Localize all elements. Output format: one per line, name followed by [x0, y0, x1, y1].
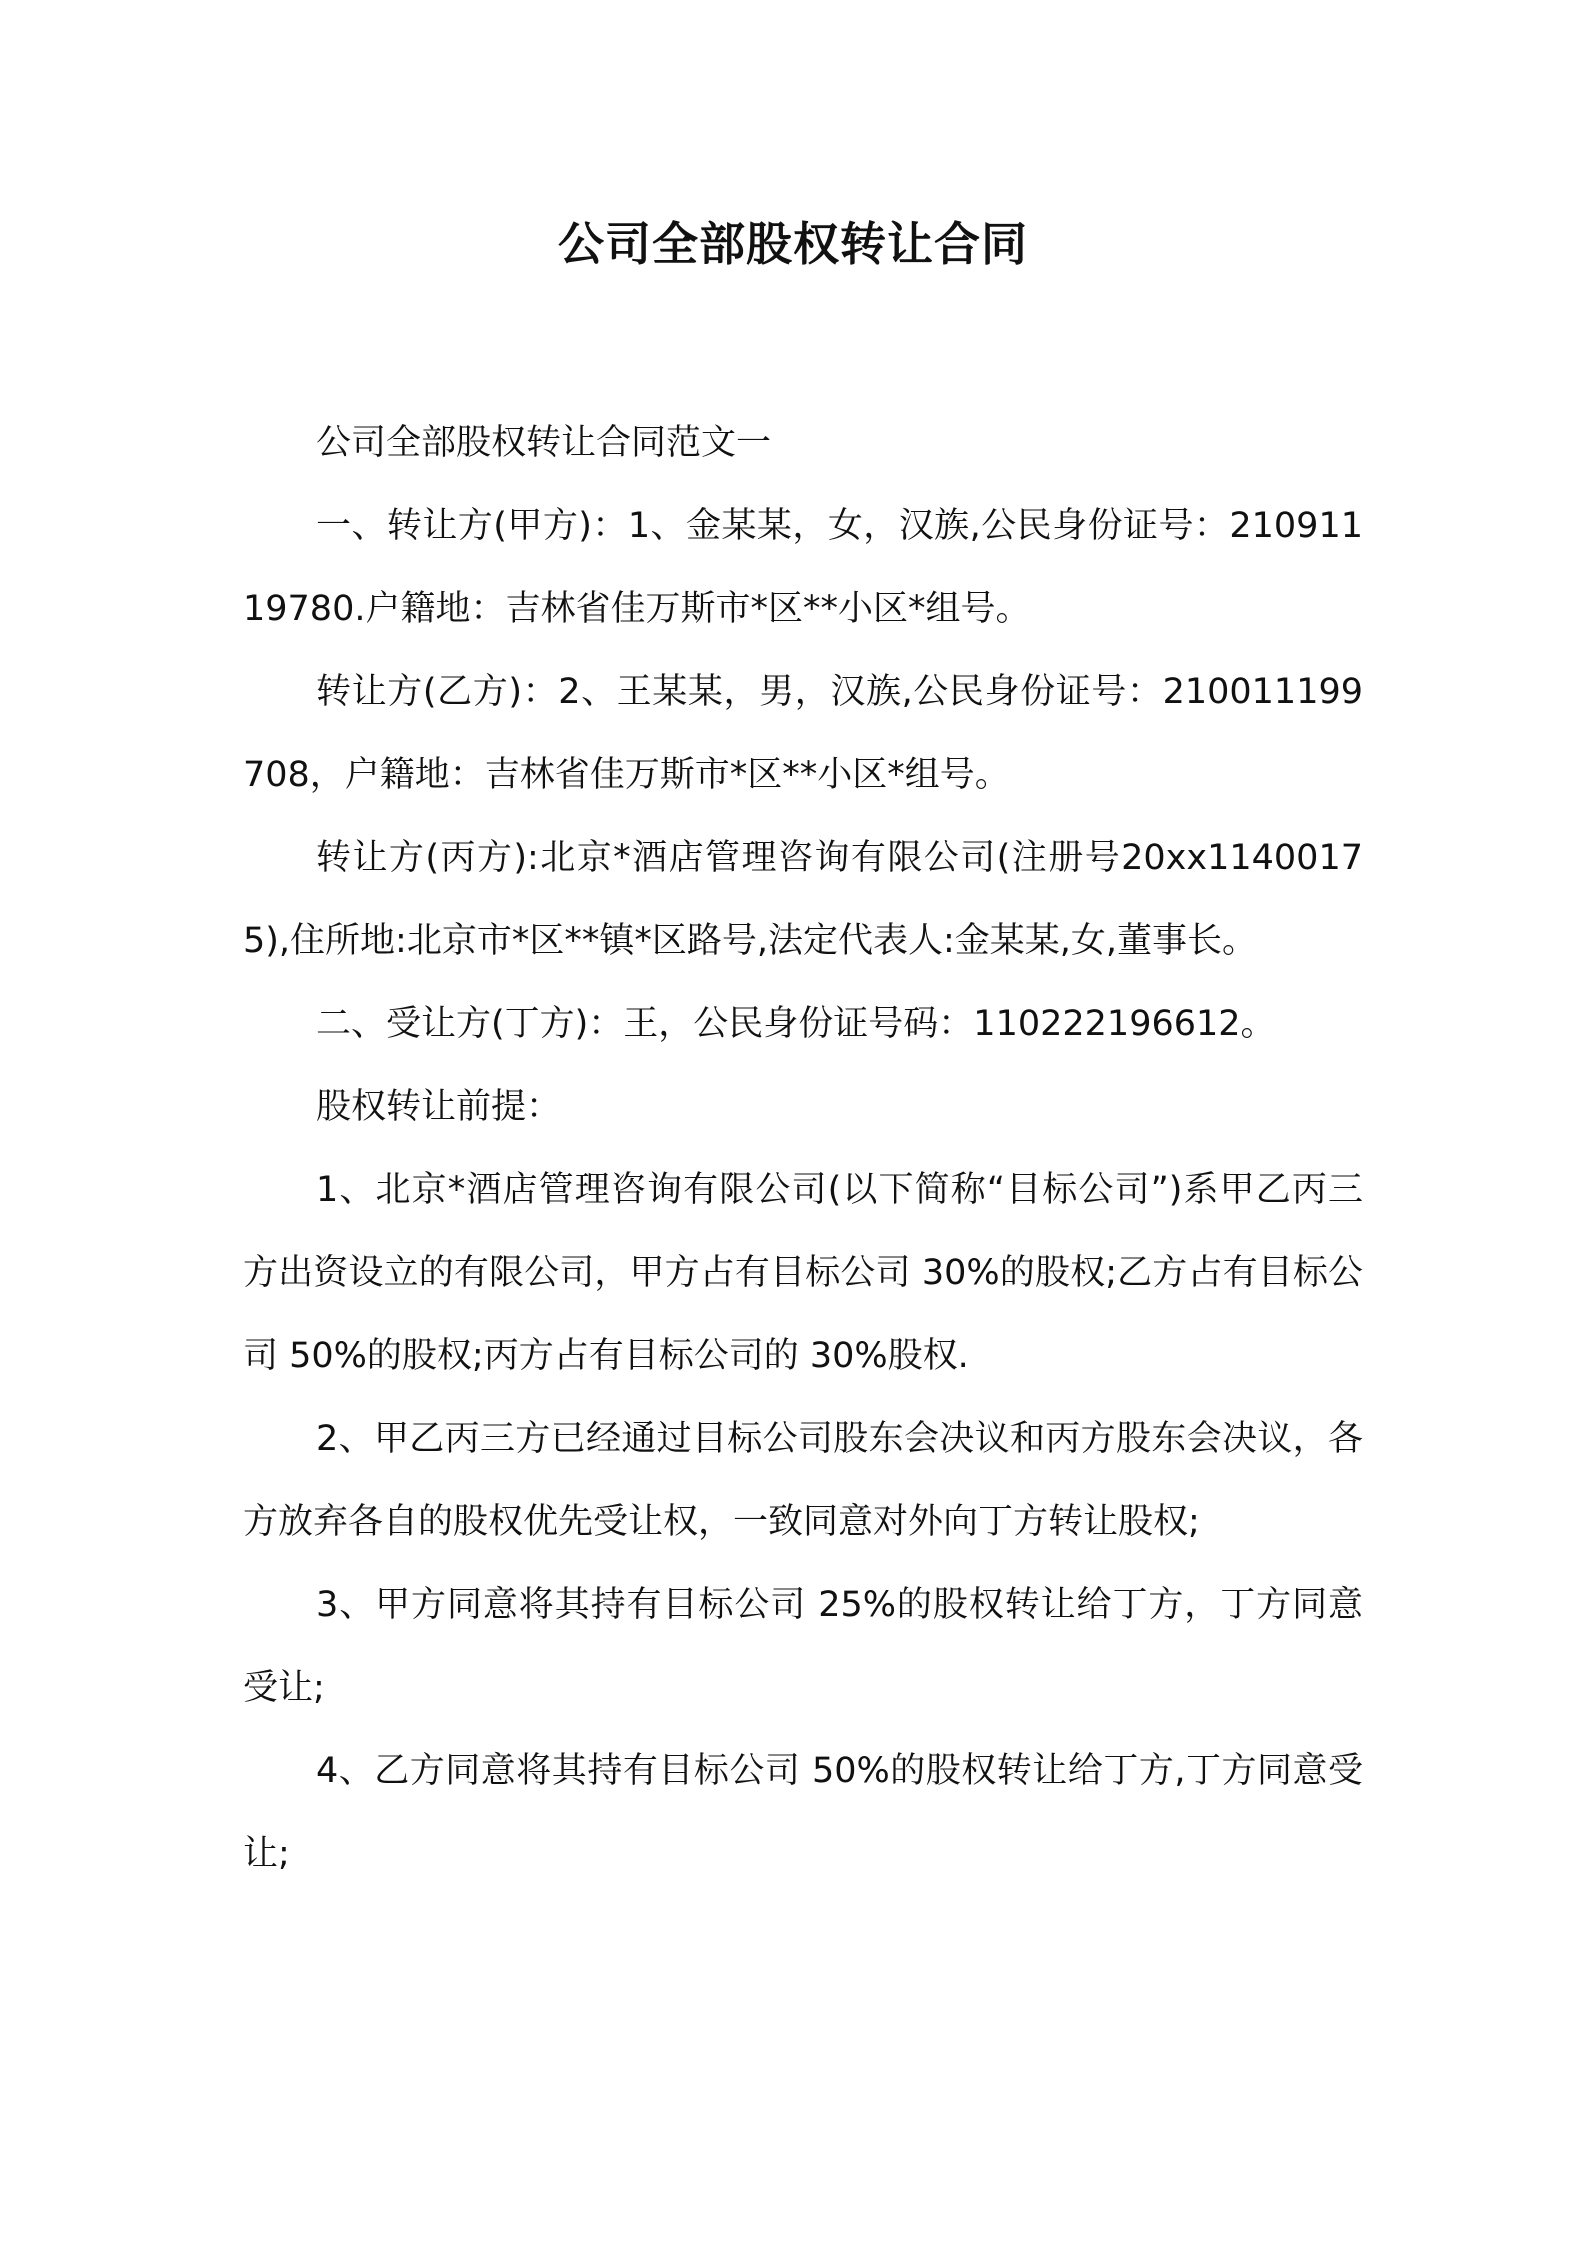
document-body	[243, 402, 1363, 1896]
paragraph-premise-heading: 股权转让前提：	[316, 1087, 562, 1127]
paragraph-party-d: 二、受让方(丁方)：王，公民身份证号码：110222196612。	[316, 1004, 1276, 1044]
paragraph-premise-2: 2、甲乙丙三方已经通过目标公司股东会决议和丙方股东会决议，各方放弃各自的股权优先受让权，一致同意对外向丁方转让股权;	[243, 1419, 1363, 1542]
document-title: 公司全部股权转让合同	[558, 217, 1028, 271]
paragraph-party-b: 转让方(乙方)：2、王某某，男，汉族,公民身份证号：210011199708，户籍地：吉林省佳万斯市*区**小区*组号。	[243, 672, 1363, 795]
paragraph-subtitle: 公司全部股权转让合同范文一	[316, 423, 772, 463]
paragraph-premise-3: 3、甲方同意将其持有目标公司 25%的股权转让给丁方，丁方同意受让;	[243, 1585, 1363, 1708]
paragraph-party-c: 转让方(丙方):北京*酒店管理咨询有限公司(注册号20xx11400175),住所地:北京市*区**镇*区路号,法定代表人:金某某,女,董事长。	[243, 838, 1363, 961]
paragraph-premise-1: 1、北京*酒店管理咨询有限公司(以下简称“目标公司”)系甲乙丙三方出资设立的有限公司，甲方占有目标公司 30%的股权;乙方占有目标公司 50%的股权;丙方占有目标公司的 30%股权.	[243, 1170, 1363, 1376]
paragraph-premise-4: 4、乙方同意将其持有目标公司 50%的股权转让给丁方,丁方同意受让;	[243, 1751, 1363, 1874]
paragraph-party-a: 一、转让方(甲方)：1、金某某，女，汉族,公民身份证号：21091119780.户籍地：吉林省佳万斯市*区**小区*组号。	[243, 506, 1363, 629]
